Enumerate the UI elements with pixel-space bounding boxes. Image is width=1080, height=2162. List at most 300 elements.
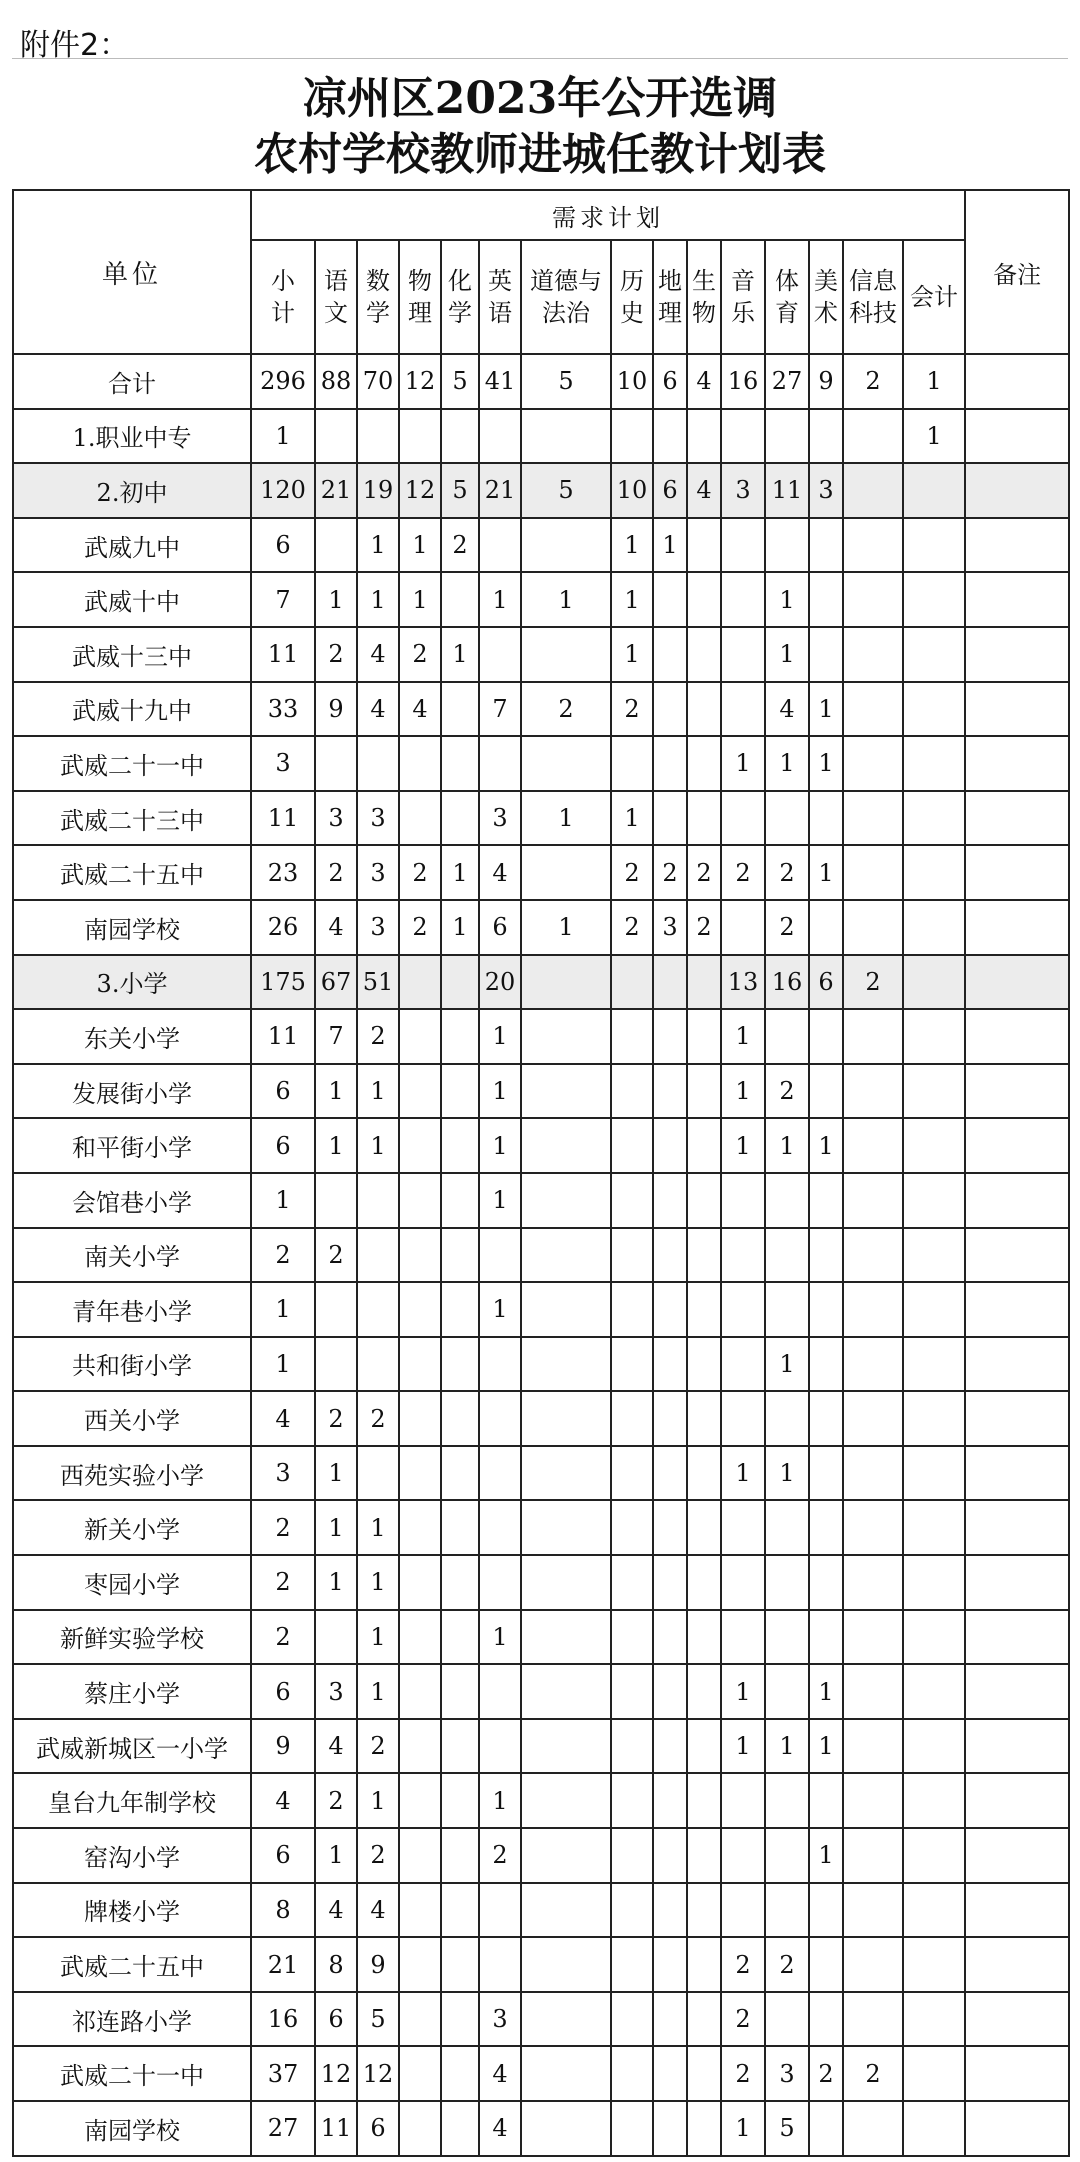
value-cell xyxy=(721,1555,765,1610)
value-cell: 5 xyxy=(765,2101,809,2156)
remarks-cell xyxy=(965,354,1069,409)
value-cell xyxy=(687,1937,721,1992)
value-cell: 1 xyxy=(357,1610,399,1665)
value-cell xyxy=(809,572,843,627)
value-cell: 1 xyxy=(479,1173,521,1228)
value-cell xyxy=(721,627,765,682)
unit-name-cell: 武威二十一中 xyxy=(13,736,251,791)
value-cell: 41 xyxy=(479,354,521,409)
subject-header-3: 物 理 xyxy=(399,240,441,354)
value-cell xyxy=(521,1773,611,1828)
value-cell xyxy=(315,1610,357,1665)
value-cell: 1 xyxy=(809,1828,843,1883)
value-cell: 3 xyxy=(479,791,521,846)
value-cell: 2 xyxy=(721,1937,765,1992)
value-cell xyxy=(809,1555,843,1610)
subject-header-13: 信息 科技 xyxy=(843,240,903,354)
subject-header-2: 数 学 xyxy=(357,240,399,354)
value-cell xyxy=(903,1719,965,1774)
value-cell: 1 xyxy=(721,736,765,791)
value-cell xyxy=(687,1610,721,1665)
table-row xyxy=(13,2101,1069,2156)
value-cell: 1 xyxy=(903,354,965,409)
table-row xyxy=(13,1883,1069,1938)
value-cell xyxy=(399,1992,441,2047)
value-cell xyxy=(399,2046,441,2101)
remarks-cell xyxy=(965,955,1069,1010)
value-cell xyxy=(653,1228,687,1283)
value-cell: 4 xyxy=(315,900,357,955)
value-cell: 2 xyxy=(611,682,653,737)
value-cell xyxy=(809,791,843,846)
value-cell: 23 xyxy=(251,845,315,900)
value-cell xyxy=(521,1828,611,1883)
value-cell xyxy=(611,2046,653,2101)
value-cell xyxy=(903,1337,965,1392)
value-cell xyxy=(843,1173,903,1228)
unit-name-cell: 蔡庄小学 xyxy=(13,1664,251,1719)
value-cell xyxy=(653,1719,687,1774)
value-cell: 1 xyxy=(721,1664,765,1719)
value-cell xyxy=(399,1719,441,1774)
table-body xyxy=(13,354,1069,2156)
subject-header-6: 道德与 法治 xyxy=(521,240,611,354)
value-cell xyxy=(809,1610,843,1665)
value-cell xyxy=(653,1009,687,1064)
value-cell: 1 xyxy=(653,518,687,573)
value-cell xyxy=(809,1883,843,1938)
value-cell xyxy=(843,1992,903,2047)
value-cell xyxy=(315,1337,357,1392)
remarks-cell xyxy=(965,736,1069,791)
value-cell: 6 xyxy=(251,518,315,573)
value-cell xyxy=(843,518,903,573)
value-cell xyxy=(611,1828,653,1883)
value-cell: 4 xyxy=(315,1719,357,1774)
value-cell: 2 xyxy=(399,845,441,900)
value-cell: 37 xyxy=(251,2046,315,2101)
value-cell xyxy=(809,900,843,955)
value-cell xyxy=(687,1719,721,1774)
value-cell xyxy=(399,1446,441,1501)
value-cell xyxy=(843,682,903,737)
unit-name-cell: 皇台九年制学校 xyxy=(13,1773,251,1828)
value-cell xyxy=(441,955,479,1010)
value-cell: 2 xyxy=(809,2046,843,2101)
unit-name-cell: 武威十九中 xyxy=(13,682,251,737)
value-cell xyxy=(479,1883,521,1938)
value-cell: 88 xyxy=(315,354,357,409)
title-line-2: 农村学校教师进城任教计划表 xyxy=(254,129,826,180)
value-cell: 1 xyxy=(765,1118,809,1173)
value-cell: 8 xyxy=(251,1883,315,1938)
value-cell xyxy=(843,1064,903,1119)
value-cell: 1 xyxy=(315,1500,357,1555)
value-cell: 70 xyxy=(357,354,399,409)
document-title xyxy=(12,59,1068,189)
value-cell: 2 xyxy=(765,1937,809,1992)
value-cell xyxy=(611,955,653,1010)
remarks-cell xyxy=(965,409,1069,464)
value-cell: 2 xyxy=(315,1228,357,1283)
value-cell: 33 xyxy=(251,682,315,737)
value-cell xyxy=(441,1009,479,1064)
value-cell: 1 xyxy=(721,1446,765,1501)
table-row xyxy=(13,845,1069,900)
table-row xyxy=(13,1009,1069,1064)
value-cell: 2 xyxy=(687,900,721,955)
value-cell xyxy=(721,1828,765,1883)
value-cell xyxy=(653,1992,687,2047)
value-cell xyxy=(357,1282,399,1337)
value-cell: 2 xyxy=(721,2046,765,2101)
value-cell xyxy=(611,1773,653,1828)
remarks-cell xyxy=(965,1173,1069,1228)
value-cell xyxy=(611,1610,653,1665)
table-row xyxy=(13,1828,1069,1883)
value-cell xyxy=(441,1064,479,1119)
subject-header-8: 地 理 xyxy=(653,240,687,354)
unit-name-cell: 2.初中 xyxy=(13,463,251,518)
value-cell xyxy=(903,1282,965,1337)
value-cell: 1 xyxy=(721,2101,765,2156)
value-cell xyxy=(521,1391,611,1446)
value-cell xyxy=(687,1828,721,1883)
subject-header-11: 体 育 xyxy=(765,240,809,354)
unit-name-cell: 南园学校 xyxy=(13,900,251,955)
value-cell: 2 xyxy=(479,1828,521,1883)
value-cell xyxy=(441,1828,479,1883)
value-cell xyxy=(843,1555,903,1610)
unit-name-cell: 武威九中 xyxy=(13,518,251,573)
remarks-cell xyxy=(965,1446,1069,1501)
value-cell xyxy=(687,1391,721,1446)
value-cell xyxy=(611,1937,653,1992)
value-cell xyxy=(687,1173,721,1228)
value-cell xyxy=(441,1883,479,1938)
value-cell xyxy=(399,736,441,791)
value-cell xyxy=(611,1555,653,1610)
table-row xyxy=(13,955,1069,1010)
value-cell xyxy=(809,518,843,573)
value-cell xyxy=(765,1228,809,1283)
value-cell xyxy=(441,2101,479,2156)
remarks-cell xyxy=(965,572,1069,627)
value-cell: 2 xyxy=(843,354,903,409)
value-cell: 2 xyxy=(653,845,687,900)
subject-header-10: 音 乐 xyxy=(721,240,765,354)
value-cell xyxy=(903,1555,965,1610)
unit-name-cell: 牌楼小学 xyxy=(13,1883,251,1938)
value-cell xyxy=(611,1064,653,1119)
value-cell xyxy=(611,1118,653,1173)
table-row xyxy=(13,791,1069,846)
value-cell xyxy=(687,409,721,464)
value-cell: 1 xyxy=(765,627,809,682)
value-cell xyxy=(809,1282,843,1337)
value-cell xyxy=(903,1118,965,1173)
table-row xyxy=(13,900,1069,955)
value-cell xyxy=(903,1173,965,1228)
unit-name-cell: 3.小学 xyxy=(13,955,251,1010)
subject-header-12: 美 术 xyxy=(809,240,843,354)
value-cell xyxy=(903,900,965,955)
value-cell xyxy=(611,1883,653,1938)
value-cell xyxy=(721,900,765,955)
value-cell xyxy=(843,1118,903,1173)
value-cell: 10 xyxy=(611,463,653,518)
document-page xyxy=(12,12,1068,2157)
remarks-header: 备注 xyxy=(965,190,1069,354)
value-cell: 2 xyxy=(251,1500,315,1555)
value-cell xyxy=(399,1883,441,1938)
value-cell xyxy=(809,409,843,464)
value-cell: 2 xyxy=(721,1992,765,2047)
unit-name-cell: 祁连路小学 xyxy=(13,1992,251,2047)
table-row xyxy=(13,736,1069,791)
value-cell xyxy=(721,682,765,737)
value-cell: 21 xyxy=(251,1937,315,1992)
value-cell xyxy=(399,1064,441,1119)
value-cell xyxy=(809,1337,843,1392)
value-cell xyxy=(441,1992,479,2047)
value-cell xyxy=(399,1773,441,1828)
value-cell xyxy=(611,1228,653,1283)
value-cell: 1 xyxy=(441,627,479,682)
value-cell xyxy=(441,1118,479,1173)
unit-name-cell: 西苑实验小学 xyxy=(13,1446,251,1501)
value-cell xyxy=(441,409,479,464)
value-cell xyxy=(653,1337,687,1392)
value-cell xyxy=(399,955,441,1010)
value-cell xyxy=(721,1337,765,1392)
value-cell: 4 xyxy=(479,2046,521,2101)
value-cell: 2 xyxy=(315,1391,357,1446)
value-cell: 3 xyxy=(315,791,357,846)
subject-header-7: 历 史 xyxy=(611,240,653,354)
value-cell xyxy=(521,1883,611,1938)
value-cell: 12 xyxy=(399,354,441,409)
value-cell: 2 xyxy=(687,845,721,900)
value-cell xyxy=(399,1500,441,1555)
value-cell xyxy=(903,518,965,573)
value-cell xyxy=(521,1228,611,1283)
value-cell: 6 xyxy=(653,354,687,409)
value-cell xyxy=(441,1446,479,1501)
value-cell: 5 xyxy=(521,354,611,409)
value-cell: 1 xyxy=(903,409,965,464)
value-cell xyxy=(479,409,521,464)
value-cell xyxy=(809,1064,843,1119)
value-cell xyxy=(903,1446,965,1501)
value-cell: 1 xyxy=(809,1118,843,1173)
value-cell: 2 xyxy=(521,682,611,737)
value-cell xyxy=(653,1282,687,1337)
value-cell xyxy=(521,518,611,573)
value-cell xyxy=(687,955,721,1010)
value-cell xyxy=(687,736,721,791)
value-cell: 1 xyxy=(315,1064,357,1119)
value-cell xyxy=(687,1009,721,1064)
value-cell: 1 xyxy=(479,1064,521,1119)
value-cell xyxy=(441,791,479,846)
value-cell xyxy=(843,736,903,791)
value-cell xyxy=(611,1337,653,1392)
value-cell: 11 xyxy=(315,2101,357,2156)
value-cell xyxy=(441,1173,479,1228)
value-cell: 2 xyxy=(357,1719,399,1774)
remarks-cell xyxy=(965,1009,1069,1064)
table-row xyxy=(13,354,1069,409)
value-cell xyxy=(315,518,357,573)
value-cell xyxy=(479,627,521,682)
value-cell xyxy=(843,572,903,627)
value-cell: 2 xyxy=(765,1064,809,1119)
remarks-cell xyxy=(965,463,1069,518)
value-cell xyxy=(809,2101,843,2156)
value-cell xyxy=(315,1173,357,1228)
value-cell xyxy=(399,791,441,846)
value-cell: 4 xyxy=(687,463,721,518)
remarks-cell xyxy=(965,1719,1069,1774)
unit-header: 单位 xyxy=(13,190,251,354)
value-cell xyxy=(315,409,357,464)
value-cell xyxy=(441,1773,479,1828)
value-cell: 1 xyxy=(611,572,653,627)
remarks-cell xyxy=(965,682,1069,737)
value-cell xyxy=(809,1937,843,1992)
value-cell: 1 xyxy=(251,1282,315,1337)
value-cell: 6 xyxy=(357,2101,399,2156)
value-cell: 4 xyxy=(765,682,809,737)
value-cell xyxy=(687,791,721,846)
value-cell: 3 xyxy=(479,1992,521,2047)
value-cell: 2 xyxy=(765,900,809,955)
value-cell xyxy=(399,1937,441,1992)
value-cell: 2 xyxy=(357,1391,399,1446)
value-cell xyxy=(687,1664,721,1719)
unit-name-cell: 青年巷小学 xyxy=(13,1282,251,1337)
value-cell xyxy=(687,1992,721,2047)
value-cell: 2 xyxy=(357,1009,399,1064)
value-cell xyxy=(721,518,765,573)
value-cell xyxy=(479,1446,521,1501)
table-row xyxy=(13,1664,1069,1719)
value-cell xyxy=(843,845,903,900)
value-cell xyxy=(521,1992,611,2047)
table-row xyxy=(13,1446,1069,1501)
value-cell: 6 xyxy=(809,955,843,1010)
remarks-cell xyxy=(965,2101,1069,2156)
value-cell xyxy=(521,627,611,682)
value-cell xyxy=(903,1391,965,1446)
value-cell xyxy=(441,1555,479,1610)
value-cell xyxy=(653,1391,687,1446)
unit-name-cell: 新关小学 xyxy=(13,1500,251,1555)
value-cell xyxy=(521,2101,611,2156)
remarks-cell xyxy=(965,1555,1069,1610)
value-cell: 1 xyxy=(399,572,441,627)
value-cell xyxy=(809,1992,843,2047)
value-cell: 2 xyxy=(315,1773,357,1828)
value-cell xyxy=(399,1391,441,1446)
value-cell xyxy=(315,1282,357,1337)
value-cell xyxy=(611,1173,653,1228)
value-cell xyxy=(843,1282,903,1337)
value-cell xyxy=(441,1228,479,1283)
value-cell xyxy=(357,1337,399,1392)
value-cell xyxy=(903,2046,965,2101)
subject-header-14: 会计 xyxy=(903,240,965,354)
value-cell: 1 xyxy=(765,736,809,791)
value-cell xyxy=(521,1555,611,1610)
value-cell: 1 xyxy=(809,1719,843,1774)
unit-name-cell: 武威新城区一小学 xyxy=(13,1719,251,1774)
value-cell: 3 xyxy=(357,791,399,846)
value-cell: 6 xyxy=(251,1828,315,1883)
unit-name-cell: 南园学校 xyxy=(13,2101,251,2156)
subject-header-0: 小 计 xyxy=(251,240,315,354)
value-cell xyxy=(843,1500,903,1555)
value-cell xyxy=(765,1282,809,1337)
value-cell: 1 xyxy=(315,572,357,627)
value-cell: 16 xyxy=(721,354,765,409)
unit-name-cell: 东关小学 xyxy=(13,1009,251,1064)
table-row xyxy=(13,463,1069,518)
table-row xyxy=(13,1391,1069,1446)
value-cell xyxy=(903,791,965,846)
value-cell xyxy=(721,1883,765,1938)
value-cell xyxy=(843,1446,903,1501)
value-cell xyxy=(521,1173,611,1228)
value-cell: 1 xyxy=(479,1009,521,1064)
value-cell xyxy=(521,1009,611,1064)
table-row xyxy=(13,518,1069,573)
value-cell: 3 xyxy=(809,463,843,518)
value-cell: 12 xyxy=(399,463,441,518)
value-cell xyxy=(903,682,965,737)
value-cell: 6 xyxy=(653,463,687,518)
value-cell: 1 xyxy=(765,1337,809,1392)
value-cell xyxy=(357,736,399,791)
remarks-cell xyxy=(965,900,1069,955)
value-cell xyxy=(687,2101,721,2156)
value-cell: 27 xyxy=(251,2101,315,2156)
value-cell xyxy=(521,1937,611,1992)
value-cell: 2 xyxy=(251,1555,315,1610)
value-cell xyxy=(903,1664,965,1719)
value-cell xyxy=(653,1173,687,1228)
remarks-cell xyxy=(965,845,1069,900)
remarks-cell xyxy=(965,518,1069,573)
value-cell: 2 xyxy=(399,627,441,682)
value-cell: 10 xyxy=(611,354,653,409)
value-cell xyxy=(653,1937,687,1992)
value-cell: 4 xyxy=(357,627,399,682)
value-cell: 12 xyxy=(357,2046,399,2101)
value-cell: 11 xyxy=(251,791,315,846)
value-cell xyxy=(765,518,809,573)
value-cell xyxy=(765,1664,809,1719)
value-cell: 8 xyxy=(315,1937,357,1992)
value-cell xyxy=(843,900,903,955)
unit-name-cell: 武威二十五中 xyxy=(13,845,251,900)
value-cell xyxy=(653,1773,687,1828)
unit-name-cell: 武威二十一中 xyxy=(13,2046,251,2101)
value-cell: 2 xyxy=(315,627,357,682)
value-cell xyxy=(521,1446,611,1501)
table-row xyxy=(13,1773,1069,1828)
